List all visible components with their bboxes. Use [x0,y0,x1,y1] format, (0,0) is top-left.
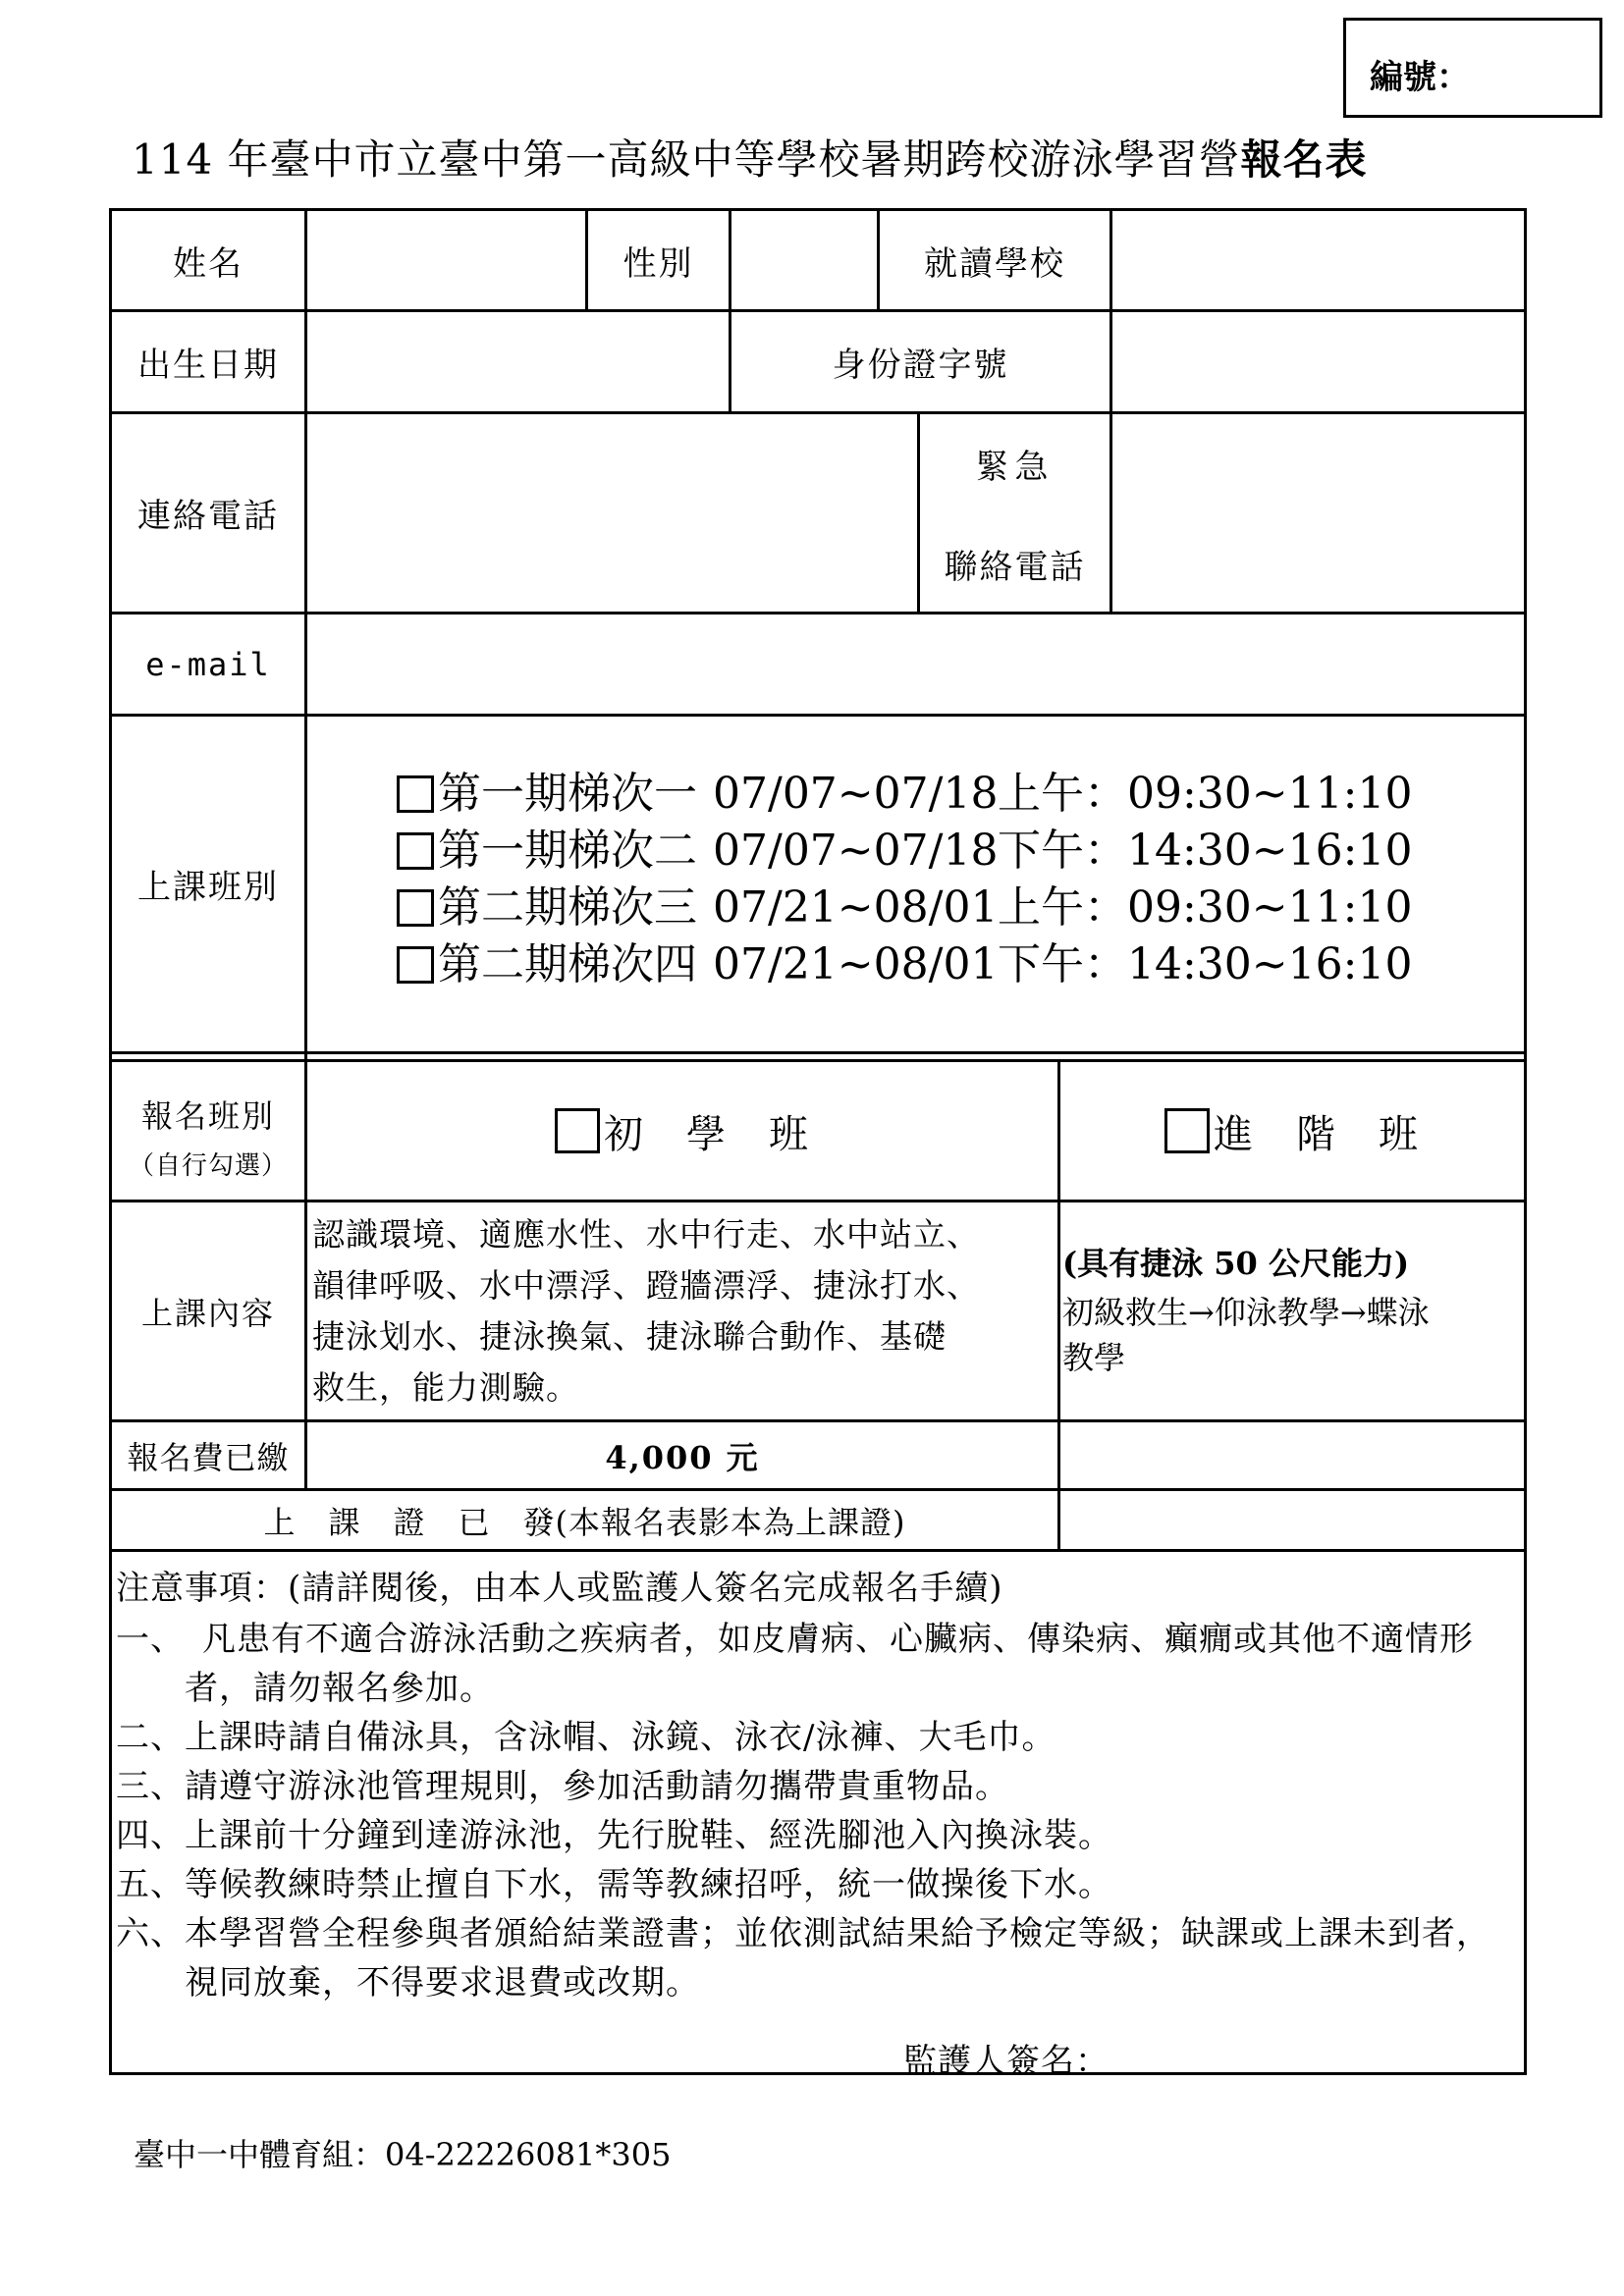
guardian-signature-field[interactable] [1119,2022,1512,2067]
id-number-label: 身份證字號 [832,346,1009,385]
notes-line: 二、上課時請自備泳具，含泳帽、泳鏡、泳衣/泳褲、大毛巾。 [116,1718,1056,1757]
phone-field[interactable] [307,414,917,612]
notes-heading: 注意事項：(請詳閱後，由本人或監護人簽名完成報名手續) [116,1569,1003,1608]
guardian-signature-label: 監護人簽名： [903,2042,1110,2081]
checkbox-icon[interactable] [1164,1108,1210,1153]
birth-date-label: 出生日期 [137,346,279,385]
notes-line: 四、上課前十分鐘到達游泳池，先行脫鞋、經洗腳池入內換泳裝。 [116,1816,1112,1855]
advanced-class-option[interactable] [1060,1062,1524,1200]
session-dates: 07/21~08/01 [713,939,999,989]
advanced-content [1062,1239,1520,1382]
name-label: 姓名 [173,243,244,284]
notes-line: 者，請勿報名參加。 [116,1669,494,1708]
fee-check-field[interactable] [1060,1422,1524,1488]
session-options [397,766,1516,993]
session-option[interactable] [397,880,1516,936]
session-dates: 07/21~08/01 [713,882,999,933]
page-title [132,128,1368,187]
content-line: 救生，能力測驗。 [312,1368,579,1407]
email-label: e-mail [145,645,271,683]
beginner-content [312,1209,1055,1414]
certificate-check-field[interactable] [1060,1491,1524,1549]
checkbox-icon[interactable] [397,946,434,984]
session-label: 上課班別 [137,868,279,907]
advanced-requirement: (具有捷泳 50 公尺能力) [1062,1245,1410,1282]
checkbox-icon[interactable] [397,775,434,813]
title-bold-text: 報名表 [1240,135,1368,184]
notes-line: 三、請遵守游泳池管理規則，參加活動請勿攜帶貴重物品。 [116,1767,1009,1806]
school-field[interactable] [1112,211,1524,309]
gender-field[interactable] [731,211,877,309]
certificate-label: 上 課 證 已 發(本報名表影本為上課證) [263,1503,906,1541]
gender-label: 性別 [623,243,694,284]
emergency-label-line2: 聯絡電話 [944,548,1086,587]
session-option[interactable] [397,823,1516,880]
content-line: 教學 [1062,1339,1126,1376]
fee-value: 4,000 元 [605,1438,760,1476]
notes-line: 五、等候教練時禁止擅自下水，需等教練招呼，統一做操後下水。 [116,1865,1112,1904]
fee-label: 報名費已繳 [127,1438,290,1476]
email-field[interactable] [307,614,1524,714]
session-time: 下午：14:30~16:10 [998,826,1413,876]
session-name: 第二期梯次四 [438,939,697,989]
session-name: 第一期梯次二 [438,826,697,876]
class-choice-hint: （自行勾選） [128,1151,288,1181]
emergency-label-line1: 緊急 [975,448,1055,487]
checkbox-icon[interactable] [555,1108,600,1153]
session-dates: 07/07~07/18 [713,769,999,819]
checkbox-icon[interactable] [397,889,434,927]
session-time: 上午：09:30~11:10 [998,882,1413,933]
emergency-phone-label [920,414,1110,612]
advanced-class-label: 進 階 班 [1214,1111,1420,1157]
class-choice-title: 報名班別 [140,1097,275,1135]
content-label: 上課內容 [140,1294,275,1332]
birth-date-field[interactable] [307,312,729,411]
class-choice-label [112,1062,304,1200]
session-time: 下午：14:30~16:10 [998,939,1413,989]
session-name: 第一期梯次一 [438,769,697,819]
content-line: 捷泳划水、捷泳換氣、捷泳聯合動作、基礎 [312,1317,947,1356]
session-time: 上午：09:30~11:10 [998,769,1413,819]
content-line: 認識環境、適應水性、水中行走、水中站立、 [312,1215,980,1254]
checkbox-icon[interactable] [397,832,434,870]
session-option[interactable] [397,936,1516,993]
phone-label: 連絡電話 [137,497,279,536]
beginner-class-label: 初 學 班 [604,1111,810,1157]
session-dates: 07/07~07/18 [713,826,999,876]
notes-line: 六、本學習營全程參與者頒給結業證書；並依測試結果給予檢定等級；缺課或上課未到者， [116,1914,1490,1953]
session-name: 第二期梯次三 [438,882,697,933]
notes-line: 一、 凡患有不適合游泳活動之疾病者，如皮膚病、心臟病、傳染病、癲癇或其他不適情形 [116,1620,1474,1659]
serial-number-box[interactable] [1343,18,1602,118]
footer-contact: 臺中一中體育組：04-22226081*305 [134,2136,672,2173]
serial-number-label: 編號： [1370,58,1470,97]
notes-line: 視同放棄，不得要求退費或改期。 [116,1963,700,2002]
beginner-class-option[interactable] [307,1062,1057,1200]
content-line: 韻律呼吸、水中漂浮、蹬牆漂浮、捷泳打水、 [312,1266,980,1305]
title-text: 114 年臺中市立臺中第一高級中等學校暑期跨校游泳學習營 [132,135,1241,184]
id-number-field[interactable] [1112,312,1524,411]
session-option[interactable] [397,766,1516,823]
name-field[interactable] [307,211,585,309]
content-line: 初級救生→仰泳教學→蝶泳 [1062,1294,1430,1331]
school-label: 就讀學校 [924,243,1065,284]
emergency-phone-field[interactable] [1112,414,1524,612]
